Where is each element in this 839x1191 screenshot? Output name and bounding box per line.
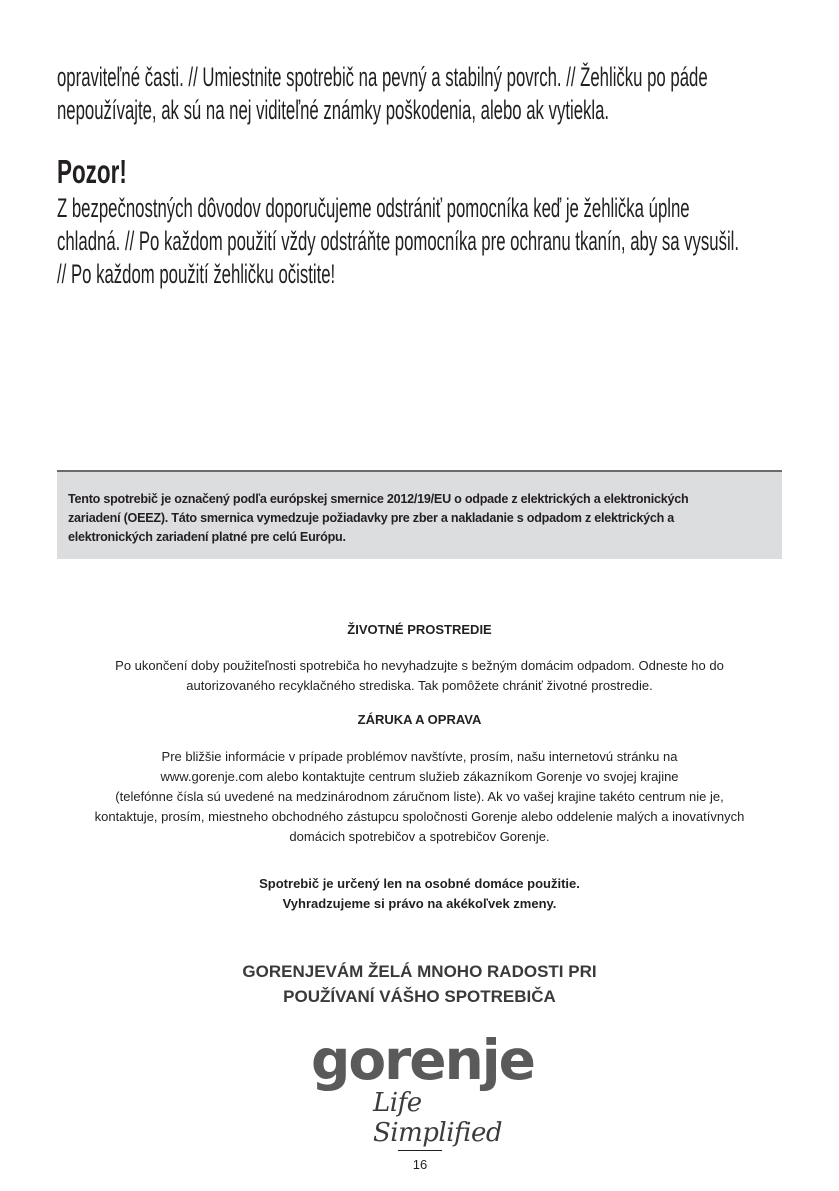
wish-line-2: POUŽÍVANÍ VÁŠHO SPOTREBIČA — [283, 987, 556, 1006]
intro-line-2: nepoužívajte, ak sú na nej viditeľné známky poškodenia, alebo ak vytiekla. — [57, 95, 610, 125]
warranty-line-5: domácich spotrebičov a spotrebičov Gorenje. — [289, 829, 550, 844]
weee-line-1: Tento spotrebič je označený podľa európskej smernice 2012/19/EU o odpade z elektrických a elektronických — [68, 492, 689, 506]
usage-line-2: Vyhradzujeme si právo na akékoľvek zmeny. — [282, 896, 557, 911]
environment-line-2: autorizovaného recyklačného strediska. Tak pomôžete chrániť životné prostredie. — [186, 678, 653, 693]
warranty-line-3: (telefónne čísla sú uvedené na medzinárodnom záručnom liste). Ak vo vašej krajine takéto centrum nie je, — [115, 789, 724, 804]
warranty-text — [0, 747, 839, 847]
warning-line-1: Z bezpečnostných dôvodov doporučujeme odstrániť pomocníka keď je žehlička úplne — [57, 193, 690, 223]
weee-line-2: zariadení (OEEZ). Táto smernica vymedzuje požiadavky pre zber a nakladanie s odpadom z elektrických a — [68, 511, 675, 525]
logo-brand: gorenje — [311, 1028, 534, 1092]
intro-line-1: opraviteľné časti. // Umiestnite spotrebič na pevný a stabilný povrch. // Žehličku po páde — [57, 62, 708, 92]
page-number-rule — [398, 1150, 442, 1151]
wish-line-1: GORENJEVÁM ŽELÁ MNOHO RADOSTI PRI — [242, 962, 597, 981]
environment-text — [0, 656, 839, 696]
page-number: 16 — [412, 1157, 428, 1172]
environment-line-1: Po ukončení doby použiteľnosti spotrebiča ho nevyhadzujte s bežným domácim odpadom. Odneste ho do — [115, 658, 724, 673]
environment-heading: ŽIVOTNÉ PROSTREDIE — [347, 622, 492, 637]
usage-line-1: Spotrebič je určený len na osobné domáce použitie. — [259, 876, 580, 891]
weee-notice-text — [68, 490, 773, 547]
warranty-heading: ZÁRUKA A OPRAVA — [357, 712, 482, 727]
closing-wish — [0, 959, 839, 1009]
warning-line-2: chladná. // Po každom použití vždy odstráňte pomocníka pre ochranu tkanín, aby sa vysušil. — [57, 226, 740, 256]
warning-line-3: // Po každom použití žehličku očistite! — [57, 259, 336, 289]
warranty-line-2: www.gorenje.com alebo kontaktujte centrum služieb zákazníkom Gorenje vo svojej krajine — [160, 769, 679, 784]
gorenje-logo — [311, 1028, 551, 1148]
logo-tagline: Life Simplified — [373, 1088, 503, 1148]
weee-notice-box — [57, 470, 782, 559]
warranty-line-4: kontaktuje, prosím, miestneho obchodného zástupcu spoločnosti Gorenje alebo oddelenie malých a inovatívnych — [94, 809, 745, 824]
usage-notice — [0, 874, 839, 914]
warranty-line-1: Pre bližšie informácie v prípade problémov navštívte, prosím, našu internetovú stránku na — [161, 749, 678, 764]
warning-title: Pozor! — [57, 153, 127, 190]
weee-line-3: elektronických zariadení platné pre celú Európu. — [68, 530, 346, 544]
